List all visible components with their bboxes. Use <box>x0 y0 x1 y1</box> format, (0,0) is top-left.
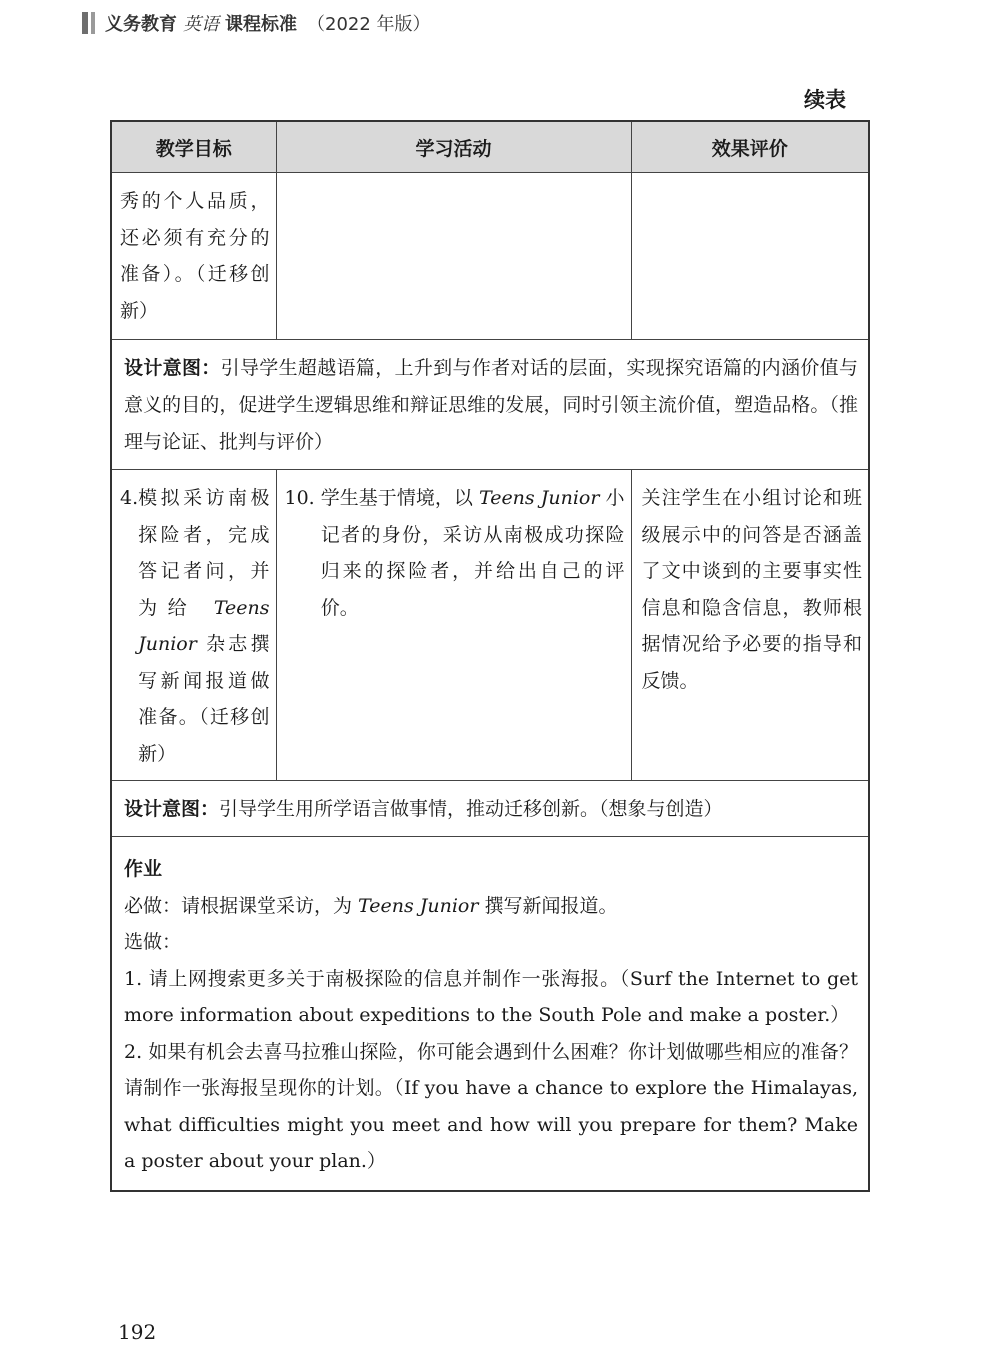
goal-text-a: 模拟采访南极探险者，完成答记者问，并为给 <box>138 487 270 619</box>
lesson-table <box>110 120 870 1192</box>
table-row <box>111 173 869 340</box>
goal-number: 4. <box>120 487 139 509</box>
design-intent-text: 引导学生超越语篇，上升到与作者对话的层面，实现探究语篇的内涵价值与意义的目的，促进学生逻辑思维和辩证思维的发展，同时引领主流价值，塑造品格。（推理与论证、批判与评价） <box>124 357 858 453</box>
homework-item-2: 2. 如果有机会去喜马拉雅山探险，你可能会遇到什么困难？你计划做哪些相应的准备？请制作一张海报呈现你的计划。（If you have a chance to explore the Himalayas, what difficulties might you meet and how will you prepare for them? Make a poster about your plan.） <box>124 1040 858 1172</box>
design-intent-label: 设计意图： <box>124 798 220 820</box>
activity-cell <box>277 173 631 189</box>
evaluation-cell <box>632 173 869 189</box>
activity-magazine: Teens Junior <box>479 487 600 509</box>
homework-item-1: 1. 请上网搜索更多关于南极探险的信息并制作一张海报。（Surf the Internet to get more information about expeditions to the South Pole and make a poster.） <box>124 967 858 1026</box>
column-header-goal: 教学目标 <box>111 121 276 173</box>
activity-text-a: 学生基于情境，以 <box>320 487 479 509</box>
header-text <box>105 10 431 36</box>
design-intent-label: 设计意图： <box>124 357 221 379</box>
homework-required <box>124 888 858 925</box>
homework-required-a: 必做：请根据课堂采访，为 <box>124 894 359 917</box>
header-subject: 英语 <box>183 14 219 35</box>
homework-row <box>111 837 869 1191</box>
column-header-evaluation: 效果评价 <box>631 121 869 173</box>
running-header <box>82 10 431 36</box>
design-intent <box>112 781 868 836</box>
table-header-row <box>111 121 869 173</box>
header-title: 课程标准 <box>225 14 297 35</box>
homework-required-b: 撰写新闻报道。 <box>478 894 618 917</box>
page-number: 192 <box>118 1320 157 1344</box>
evaluation-cell: 关注学生在小组讨论和班级展示中的问答是否涵盖了文中谈到的主要事实性信息和隐含信息，教师根据情况给予必要的指导和反馈。 <box>641 487 862 692</box>
goal-cell <box>112 470 276 778</box>
goal-text-b: 杂志撰写新闻报道做准备。（迁移创新） <box>138 633 270 765</box>
continued-label: 续表 <box>804 88 846 112</box>
homework <box>112 837 868 1190</box>
header-book: 义务教育 <box>105 14 177 35</box>
homework-magazine: Teens Junior <box>358 894 479 917</box>
design-intent-row <box>111 340 869 470</box>
design-intent <box>112 340 868 469</box>
goal-cell: 秀的个人品质，还必须有充分的准备）。（迁移创新） <box>120 190 270 322</box>
table-row <box>111 470 869 781</box>
column-header-activity: 学习活动 <box>276 121 631 173</box>
header-bar-icon <box>82 12 95 34</box>
design-intent-text: 引导学生用所学语言做事情，推动迁移创新。（想象与创造） <box>219 798 723 820</box>
homework-optional-label: 选做： <box>124 931 182 953</box>
goal-magazine: Teens Junior <box>138 596 270 655</box>
homework-title: 作业 <box>124 858 163 880</box>
activity-number: 10. <box>284 487 315 509</box>
activity-text-b: 小记者的身份，采访从南极成功探险归来的探险者，并给出自己的评价。 <box>320 487 625 619</box>
design-intent-row <box>111 781 869 837</box>
activity-cell <box>277 470 631 632</box>
header-edition: （2022 年版） <box>307 14 431 35</box>
